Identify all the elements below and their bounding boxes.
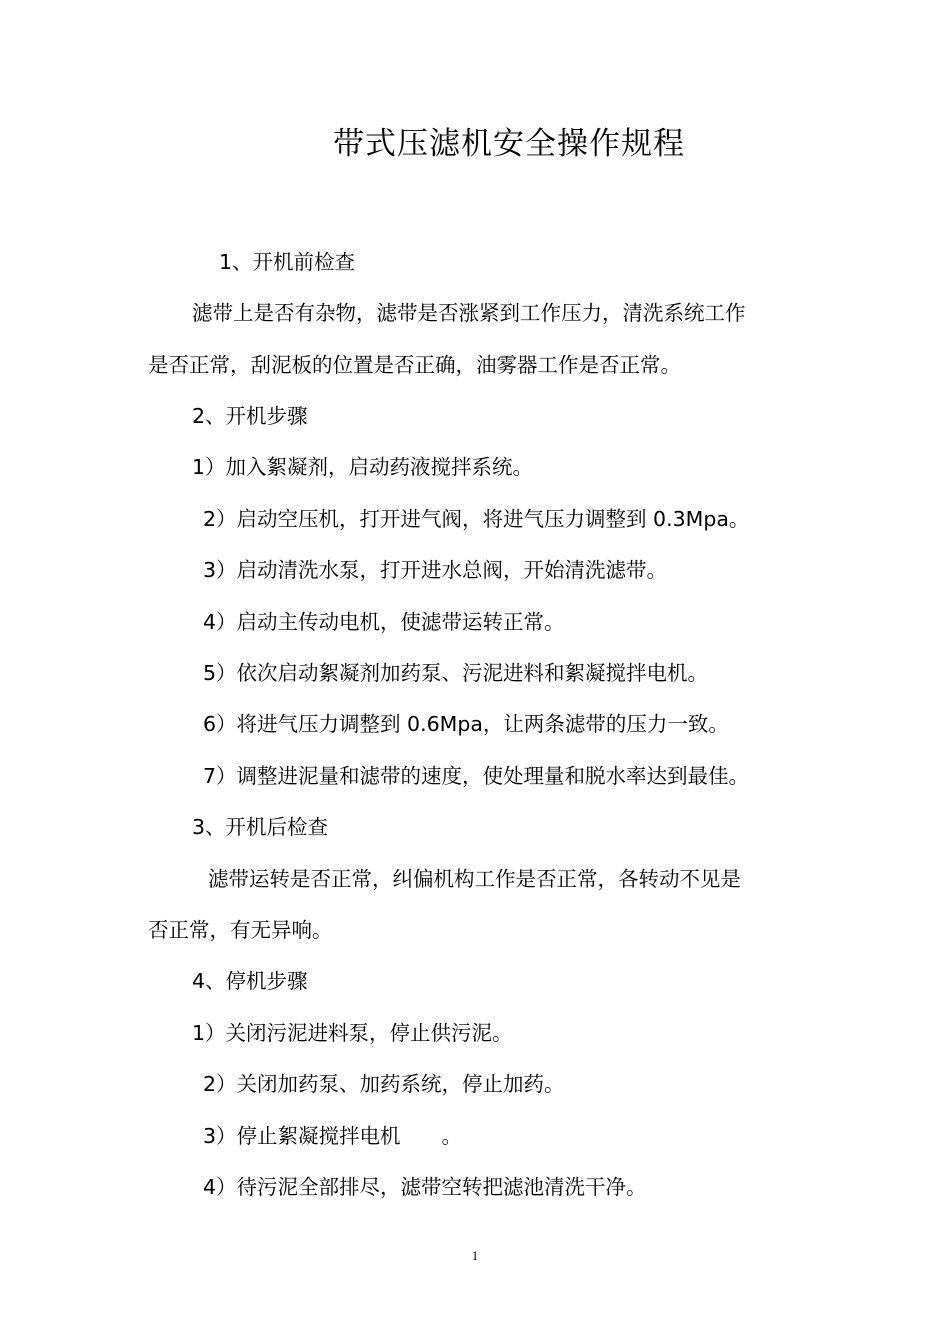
step-item: 6）将进气压力调整到 0.6Mpa，让两条滤带的压力一致。 (203, 712, 729, 736)
section-heading-startup-steps: 2、开机步骤 (192, 404, 308, 428)
step-item: 2）启动空压机，打开进气阀，将进气压力调整到 0.3Mpa。 (203, 507, 750, 531)
page-number: 1 (471, 1248, 479, 1263)
step-item: 4）待污泥全部排尽，滤带空转把滤池清洗干净。 (203, 1175, 647, 1199)
section-heading-post-start-check: 3、开机后检查 (192, 815, 329, 839)
step-item: 3）启动清洗水泵，打开进水总阀，开始清洗滤带。 (203, 558, 668, 582)
step-item: 1）加入絮凝剂，启动药液搅拌系统。 (192, 455, 534, 479)
paragraph-line: 滤带上是否有杂物，滤带是否涨紧到工作压力，清洗系统工作 (192, 301, 746, 325)
paragraph-line: 是否正常，刮泥板的位置是否正确，油雾器工作是否正常。 (148, 353, 681, 377)
step-item: 3）停止絮凝搅拌电机 。 (203, 1124, 463, 1148)
document-title: 带式压滤机安全操作规程 (333, 126, 685, 162)
step-item: 4）启动主传动电机，使滤带运转正常。 (203, 610, 565, 634)
step-item: 7）调整进泥量和滤带的速度，使处理量和脱水率达到最佳。 (203, 764, 750, 788)
step-item: 1）关闭污泥进料泵，停止供污泥。 (192, 1021, 513, 1045)
section-heading-pre-start-check: 1、开机前检查 (219, 250, 356, 274)
step-item: 5）依次启动絮凝剂加药泵、污泥进料和絮凝搅拌电机。 (203, 661, 709, 685)
step-item: 2）关闭加药泵、加药系统，停止加药。 (203, 1072, 565, 1096)
paragraph-line: 否正常，有无异响。 (148, 918, 333, 942)
section-heading-shutdown-steps: 4、停机步骤 (192, 969, 308, 993)
paragraph-line: 滤带运转是否正常，纠偏机构工作是否正常，各转动不见是 (208, 867, 741, 891)
